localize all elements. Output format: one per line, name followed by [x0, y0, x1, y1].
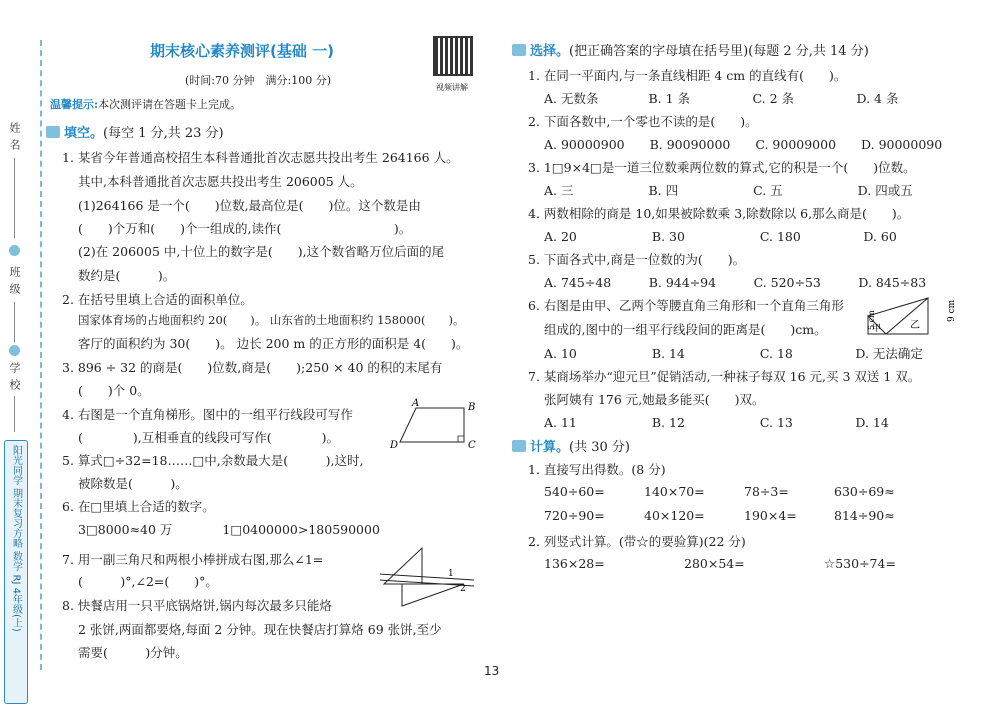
vertical-item: ☆530÷74=: [824, 556, 896, 571]
calc-item: 630÷69≈: [834, 484, 895, 499]
choice-line: 7. 某商场举办“迎元旦”促销活动,一种袜子每双 16 元,买 3 双送 1 双。: [528, 369, 921, 384]
angle-2-label: 2: [460, 584, 466, 594]
choice-options: A. 745÷48 B. 944÷94 C. 520÷53 D. 845÷83: [544, 275, 927, 290]
brand-text: 阳光同学 期末复习方略 数学 RJ 4年级(上): [10, 445, 22, 632]
question-line: 3□8000≈40 万 1□0400000>180590000: [78, 522, 380, 537]
section-mark-icon: [512, 440, 526, 452]
calc-item: 78÷3=: [744, 484, 789, 499]
question-line: 6. 在□里填上合适的数字。: [62, 499, 215, 514]
label-b: B: [468, 402, 476, 413]
question-line: 5. 算式□÷32=18……□中,余数最大是( ),这时,: [62, 453, 364, 468]
triangle-ruler-figure: [378, 546, 478, 610]
choice-options: A. 11 B. 12 C. 13 D. 14: [544, 415, 889, 430]
dim-9cm: 9 cm: [947, 299, 957, 322]
question-line: (1)264166 是一个( )位数,最高位是( )位。这个数是由: [78, 198, 421, 213]
question-line: 国家体育场的占地面积约 20( )。 山东省的土地面积约 158000( )。: [78, 313, 465, 327]
label-jia: 甲: [872, 324, 882, 334]
question-line: 7. 用一副三角尺和两根小棒拼成右图,那么∠1=: [62, 552, 324, 567]
brand-strip: [4, 440, 28, 704]
dim-5cm: 5 cm: [867, 310, 876, 330]
choice-line: 张阿姨有 176 元,她最多能买( )双。: [544, 392, 765, 407]
question-line: ( ),互相垂直的线段可写作( )。: [78, 430, 339, 445]
page-title: 期末核心素养测评(基础 一): [150, 42, 334, 60]
choice-line: 2. 下面各数中,一个零也不读的是( )。: [528, 114, 758, 129]
trapezoid-figure: [388, 398, 480, 454]
label-c: C: [468, 440, 476, 451]
tip-text: 本次测评请在答题卡上完成。: [98, 98, 242, 111]
class-line: [14, 302, 15, 342]
question-line: 被除数是( )。: [78, 476, 188, 491]
calc-item: 40×120=: [644, 508, 705, 523]
section-mark-icon: [512, 44, 526, 56]
question-line: 其中,本科普通批首次志愿共投出考生 206005 人。: [78, 174, 363, 189]
calc-item: 814÷90≈: [834, 508, 895, 523]
question-line: (2)在 206005 中,十位上的数字是( ),这个数省略万位后面的尾: [78, 244, 445, 259]
angle-1-label: 1: [448, 569, 454, 579]
choice-line: 1. 在同一平面内,与一条直线相距 4 cm 的直线有( )。: [528, 68, 847, 83]
name-label: 姓名: [8, 122, 21, 156]
question-line: 客厅的面积约为 30( )。 边长 200 m 的正方形的面积是 4( )。: [78, 336, 469, 351]
section-note: (把正确答案的字母填在括号里)(每题 2 分,共 14 分): [569, 44, 869, 59]
class-label: 班级: [8, 266, 21, 300]
label-d: D: [390, 440, 399, 451]
question-line: ( )°,∠2=( )°。: [78, 574, 218, 589]
label-yi: 乙: [910, 320, 920, 331]
question-line: 3. 896 ÷ 32 的商是( )位数,商是( );250 × 40 的积的末尾有: [62, 360, 443, 375]
section-title: 计算。: [530, 440, 570, 455]
school-line: [14, 396, 15, 432]
choice-line: 4. 两数相除的商是 10,如果被除数乘 3,除数除以 6,那么商是( )。: [528, 206, 910, 221]
choice-line: 5. 下面各式中,商是一位数的为( )。: [528, 252, 746, 267]
choice-options: A. 90000900 B. 90090000 C. 90009000 D. 90000090: [544, 137, 943, 152]
qr-code-icon[interactable]: [433, 36, 473, 76]
question-line: 4. 右图是一个直角梯形。图中的一组平行线段可写作: [62, 407, 353, 422]
question-line: 8. 快餐店用一只平底锅烙饼,锅内每次最多只能烙: [62, 598, 332, 613]
calc-item: 720÷90=: [544, 508, 605, 523]
question-line: ( )个 0。: [78, 383, 150, 398]
triangles-figure: [858, 296, 957, 340]
tip-label: 温馨提示:: [50, 98, 99, 111]
calc-item: 140×70=: [644, 484, 705, 499]
choice-line: 组成的,图中的一组平行线段间的距离是( )cm。: [544, 322, 827, 337]
choice-options: A. 10 B. 14 C. 18 D. 无法确定: [544, 346, 923, 361]
question-line: 数约是( )。: [78, 268, 176, 283]
section-note: (每空 1 分,共 23 分): [103, 126, 224, 141]
choice-options: A. 20 B. 30 C. 180 D. 60: [544, 229, 897, 244]
section-mark-icon: [46, 126, 60, 138]
question-line: 需要( )分钟。: [78, 645, 188, 660]
question-line: 2 张饼,两面都要烙,每面 2 分钟。现在快餐店打算烙 69 张饼,至少: [78, 622, 442, 637]
calc-item: 190×4=: [744, 508, 797, 523]
label-a: A: [412, 398, 420, 409]
page-number: 13: [484, 664, 500, 678]
binding-hole: [9, 345, 20, 356]
section-fill-blank: [46, 122, 224, 141]
qr-caption: 视频讲解: [436, 83, 468, 92]
school-label: 学校: [8, 362, 21, 396]
section-calc: [512, 436, 630, 455]
vertical-item: 136×28=: [544, 556, 605, 571]
question-line: ( )个万和( )个一组成的,读作( )。: [78, 221, 412, 236]
binding-hole: [9, 245, 20, 256]
calc-item: 540÷60=: [544, 484, 605, 499]
section-title: 填空。: [64, 126, 104, 141]
choice-line: 6. 右图是由甲、乙两个等腰直角三角形和一个直角三角形: [528, 298, 844, 313]
question-line: 2. 在括号里填上合适的面积单位。: [62, 292, 253, 307]
tip: [50, 96, 241, 112]
choice-options: A. 无数条 B. 1 条 C. 2 条 D. 4 条: [544, 91, 899, 106]
name-line: [14, 158, 15, 238]
calc-q1: 1. 直接写出得数。(8 分): [528, 462, 666, 477]
section-choice: [512, 40, 869, 59]
vertical-item: 280×54=: [684, 556, 745, 571]
calc-q2: 2. 列竖式计算。(带☆的要验算)(22 分): [528, 534, 746, 549]
exam-time-score: (时间:70 分钟 满分:100 分): [185, 74, 331, 87]
section-note: (共 30 分): [569, 440, 630, 455]
binding-margin: [0, 40, 38, 680]
section-title: 选择。: [530, 44, 570, 59]
choice-line: 3. 1□9×4□是一道三位数乘两位数的算式,它的积是一个( )位数。: [528, 160, 916, 175]
choice-options: A. 三 B. 四 C. 五 D. 四或五: [544, 183, 913, 198]
question-line: 1. 某省今年普通高校招生本科普通批首次志愿共投出考生 264166 人。: [62, 150, 459, 165]
